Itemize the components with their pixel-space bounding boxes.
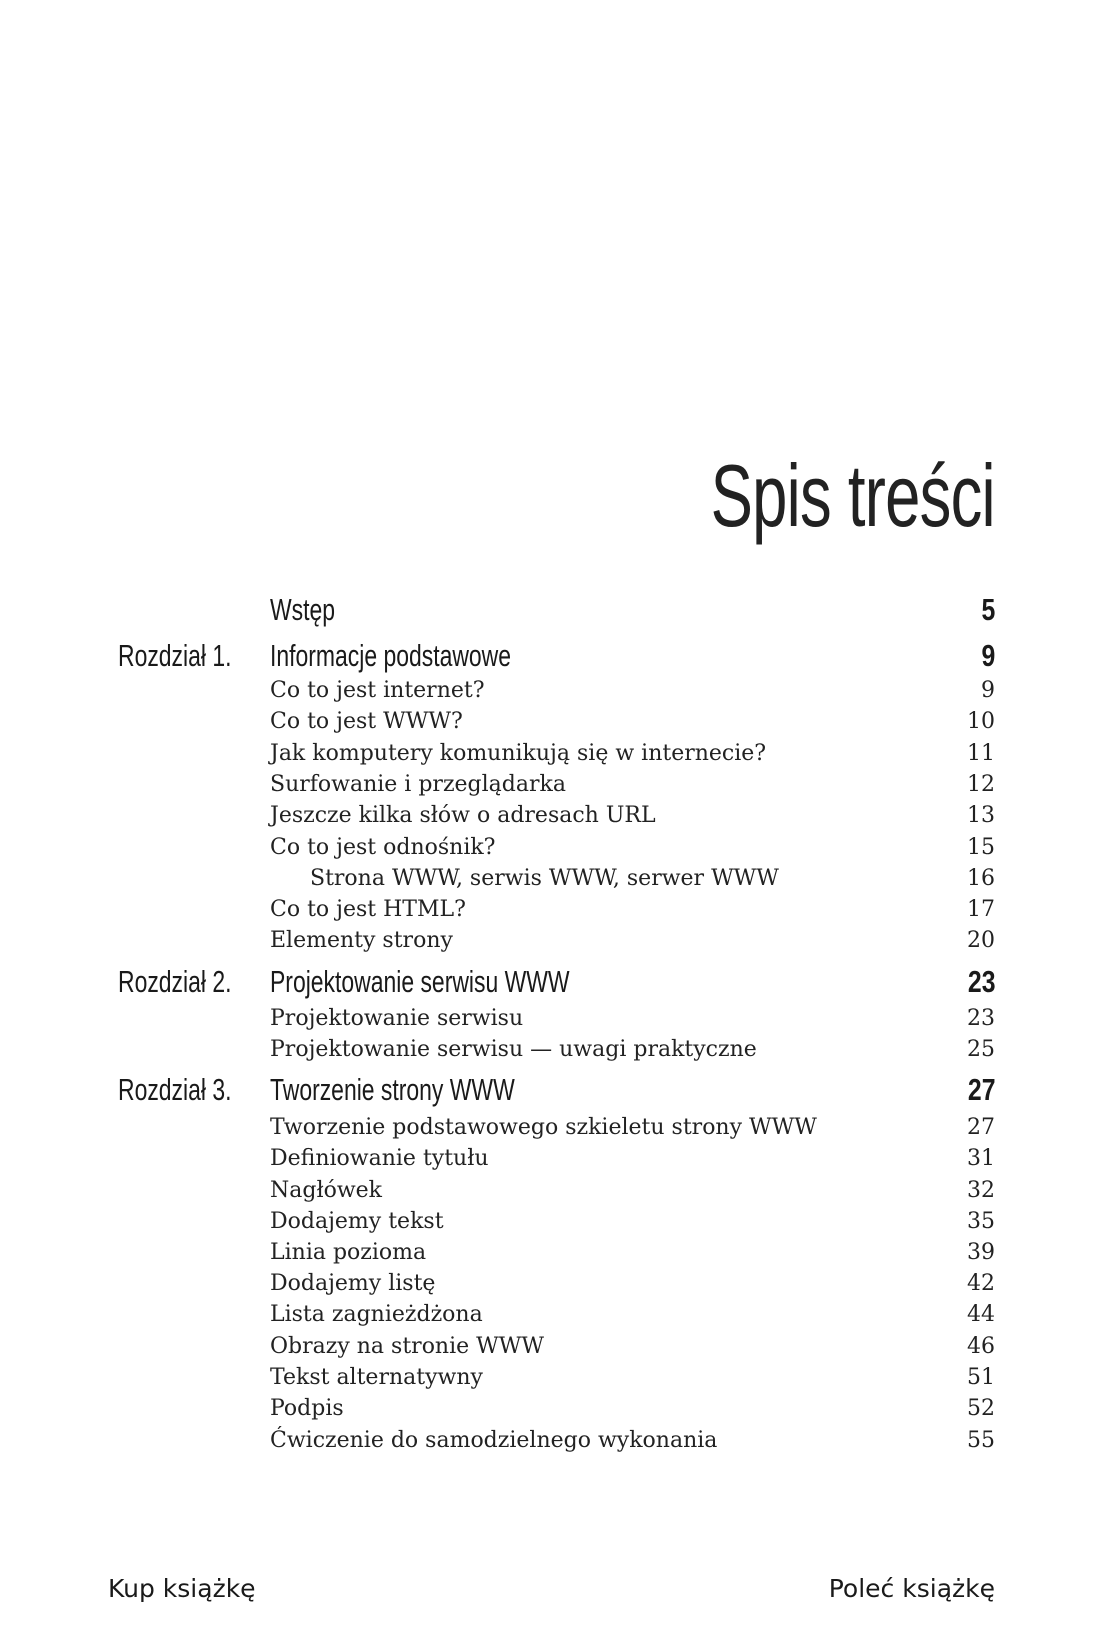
section-title: Elementy strony	[270, 928, 453, 953]
page-number: 31	[967, 1146, 995, 1171]
page-number: 27	[967, 1115, 995, 1140]
toc-intro-row[interactable]	[0, 590, 1103, 630]
section-title: Projektowanie serwisu — uwagi praktyczne	[270, 1037, 757, 1062]
toc-chapter-row[interactable]	[0, 636, 1103, 676]
page-title: Spis treści	[710, 446, 995, 545]
chapter-label: Rozdział 1.	[118, 638, 232, 673]
toc-entry-row[interactable]	[0, 1236, 1103, 1269]
section-title: Obrazy na stronie WWW	[270, 1334, 544, 1359]
section-title: Co to jest internet?	[270, 678, 485, 703]
section-title: Nagłówek	[270, 1178, 383, 1203]
toc-entry-row[interactable]	[0, 1392, 1103, 1425]
page-number: 12	[967, 772, 995, 797]
toc-entry-row[interactable]	[0, 1424, 1103, 1457]
section-title: Jak komputery komunikują się w internecie?	[270, 741, 767, 766]
page-number: 20	[967, 928, 995, 953]
section-title: Definiowanie tytułu	[270, 1146, 489, 1171]
toc-entry-row[interactable]	[0, 862, 1103, 895]
section-title: Linia pozioma	[270, 1240, 427, 1265]
toc-entry-row[interactable]	[0, 674, 1103, 707]
page-number: 51	[967, 1365, 995, 1390]
page-number: 52	[967, 1396, 995, 1421]
toc-entry-row[interactable]	[0, 705, 1103, 738]
page-number: 16	[967, 866, 995, 891]
page-number: 35	[967, 1209, 995, 1234]
toc-entry-row[interactable]	[0, 1298, 1103, 1331]
toc-entry-row[interactable]	[0, 1174, 1103, 1207]
toc-entry-row[interactable]	[0, 1330, 1103, 1363]
page-number: 42	[967, 1271, 995, 1296]
toc-entry-row[interactable]	[0, 737, 1103, 770]
section-title: Tworzenie podstawowego szkieletu strony WWW	[270, 1115, 817, 1140]
buy-book-link[interactable]: Kup książkę	[108, 1574, 256, 1603]
page-number: 17	[967, 897, 995, 922]
toc-entry-row[interactable]	[0, 1142, 1103, 1175]
toc-entry-row[interactable]	[0, 1033, 1103, 1066]
page-number: 55	[967, 1428, 995, 1453]
page-number: 9	[981, 678, 995, 703]
page-number: 15	[967, 835, 995, 860]
section-title: Lista zagnieżdżona	[270, 1302, 483, 1327]
page-number: 13	[967, 803, 995, 828]
section-title: Tekst alternatywny	[270, 1365, 483, 1390]
section-title: Surfowanie i przeglądarka	[270, 772, 566, 797]
chapter-label: Rozdział 2.	[118, 964, 232, 999]
section-title: Strona WWW, serwis WWW, serwer WWW	[310, 866, 779, 891]
section-title: Podpis	[270, 1396, 344, 1421]
recommend-book-link[interactable]: Poleć książkę	[828, 1574, 995, 1603]
section-title: Co to jest odnośnik?	[270, 835, 496, 860]
page-number: 23	[967, 1006, 995, 1031]
toc-entry-row[interactable]	[0, 1002, 1103, 1035]
page-number: 23	[967, 964, 995, 999]
toc-entry-row[interactable]	[0, 768, 1103, 801]
page-number: 5	[981, 592, 995, 627]
section-title: Co to jest WWW?	[270, 709, 463, 734]
toc-entry-row[interactable]	[0, 924, 1103, 957]
section-title: Dodajemy tekst	[270, 1209, 444, 1234]
section-title: Projektowanie serwisu	[270, 1006, 524, 1031]
toc-entry-row[interactable]	[0, 1111, 1103, 1144]
chapter-title: Informacje podstawowe	[270, 638, 511, 673]
section-title: Jeszcze kilka słów o adresach URL	[270, 803, 656, 828]
chapter-label: Rozdział 3.	[118, 1072, 232, 1107]
page-number: 44	[967, 1302, 995, 1327]
section-title: Dodajemy listę	[270, 1271, 436, 1296]
toc-entry-row[interactable]	[0, 1205, 1103, 1238]
chapter-title: Tworzenie strony WWW	[270, 1072, 515, 1107]
toc-entry-row[interactable]	[0, 893, 1103, 926]
toc-entry-row[interactable]	[0, 799, 1103, 832]
toc-entry-row[interactable]	[0, 1267, 1103, 1300]
page-number: 9	[981, 638, 995, 673]
toc-entry-row[interactable]	[0, 831, 1103, 864]
page-number: 32	[967, 1178, 995, 1203]
page-number: 39	[967, 1240, 995, 1265]
page-number: 46	[967, 1334, 995, 1359]
section-title: Co to jest HTML?	[270, 897, 466, 922]
toc-chapter-row[interactable]	[0, 1070, 1103, 1110]
page-number: 25	[967, 1037, 995, 1062]
chapter-title: Projektowanie serwisu WWW	[270, 964, 570, 999]
page-number: 11	[967, 741, 995, 766]
chapter-title: Wstęp	[270, 592, 336, 627]
page-number: 27	[967, 1072, 995, 1107]
page-number: 10	[967, 709, 995, 734]
toc-chapter-row[interactable]	[0, 962, 1103, 1002]
toc-entry-row[interactable]	[0, 1361, 1103, 1394]
section-title: Ćwiczenie do samodzielnego wykonania	[270, 1428, 718, 1453]
